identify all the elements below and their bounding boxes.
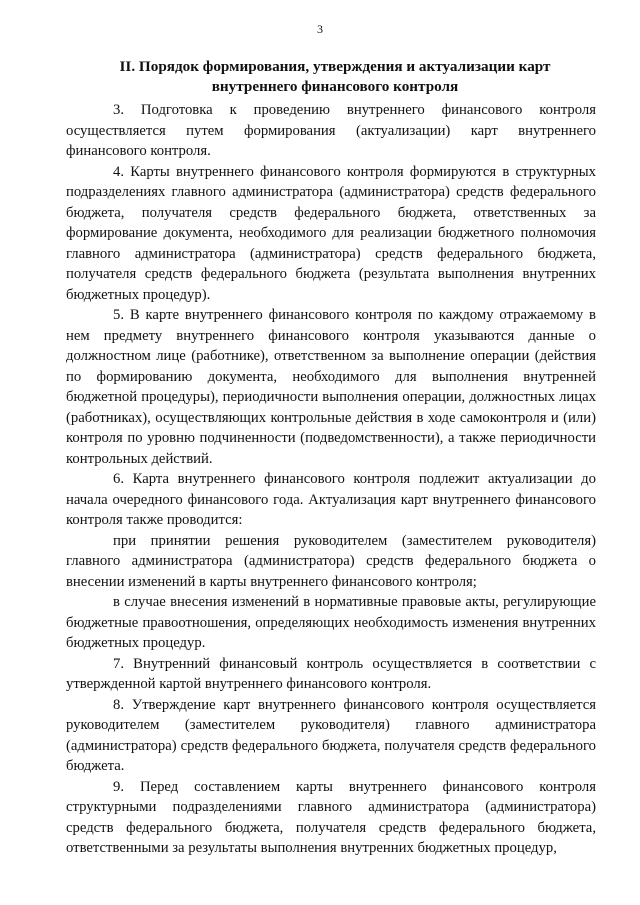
paragraph-4: 4. Карты внутреннего финансового контроля формируются в структурных подразделениях главного администратора (администратора) средств федерального бюджета, получателя средств федерального бюджета, ответственных за формирование документа, необходимого для реализации бюджетного полномочия главного администратора (администратора) средств федерального бюджета, получателя средств федерального бюджета (результата выполнения внутренних бюджетных процедур). (66, 163, 596, 303)
section-heading: II. Порядок формирования, утверждения и актуализации карт внутреннего финансового контроля (119, 58, 551, 95)
paragraph-6-item-2: в случае внесения изменений в нормативные правовые акты, регулирующие бюджетные правоотношения, определяющих необходимость изменения внутренних бюджетных процедур. (66, 594, 596, 651)
paragraph-5: 5. В карте внутреннего финансового контроля по каждому отражаемому в нем предмету внутреннего финансового контроля указываются данные о должностном лице (работнике), ответственном за выполнение операции (действия по формированию документа, необходимого для выполнения внутренней бюджетной процедуры), периодичности выполнения операции, должностных лицах (работниках), осуществляющих контрольные действия в ходе самоконтроля и (или) контроля по уровню подчиненности (подведомственности), а также периодичности контрольных действий. (66, 307, 596, 467)
paragraph-7: 7. Внутренний финансовый контроль осуществляется в соответствии с утвержденной картой внутреннего финансового контроля. (66, 655, 596, 692)
paragraph-9: 9. Перед составлением карты внутреннего финансового контроля структурными подразделениями главного администратора (администратора) средств федерального бюджета, получателя средств федерального бюджета, ответственными за результаты выполнения внутренних бюджетных процедур, (66, 778, 596, 856)
paragraph-3: 3. Подготовка к проведению внутреннего финансового контроля осуществляется путем формирования (актуализации) карт внутреннего финансового контроля. (66, 102, 596, 159)
paragraph-8: 8. Утверждение карт внутреннего финансового контроля осуществляется руководителем (заместителем руководителя) главного администратора (администратора) средств федерального бюджета, получателя средств федерального бюджета. (66, 696, 596, 774)
paragraph-6: 6. Карта внутреннего финансового контроля подлежит актуализации до начала очередного финансового года. Актуализация карт внутреннего финансового контроля также проводится: (66, 471, 596, 528)
body-text (66, 100, 596, 859)
page-number: 3 (317, 22, 323, 36)
paragraph-6-item-1: при принятии решения руководителем (заместителем руководителя) главного администратора (администратора) средств федерального бюджета о внесении изменений в карты внутреннего финансового контроля; (66, 532, 596, 590)
